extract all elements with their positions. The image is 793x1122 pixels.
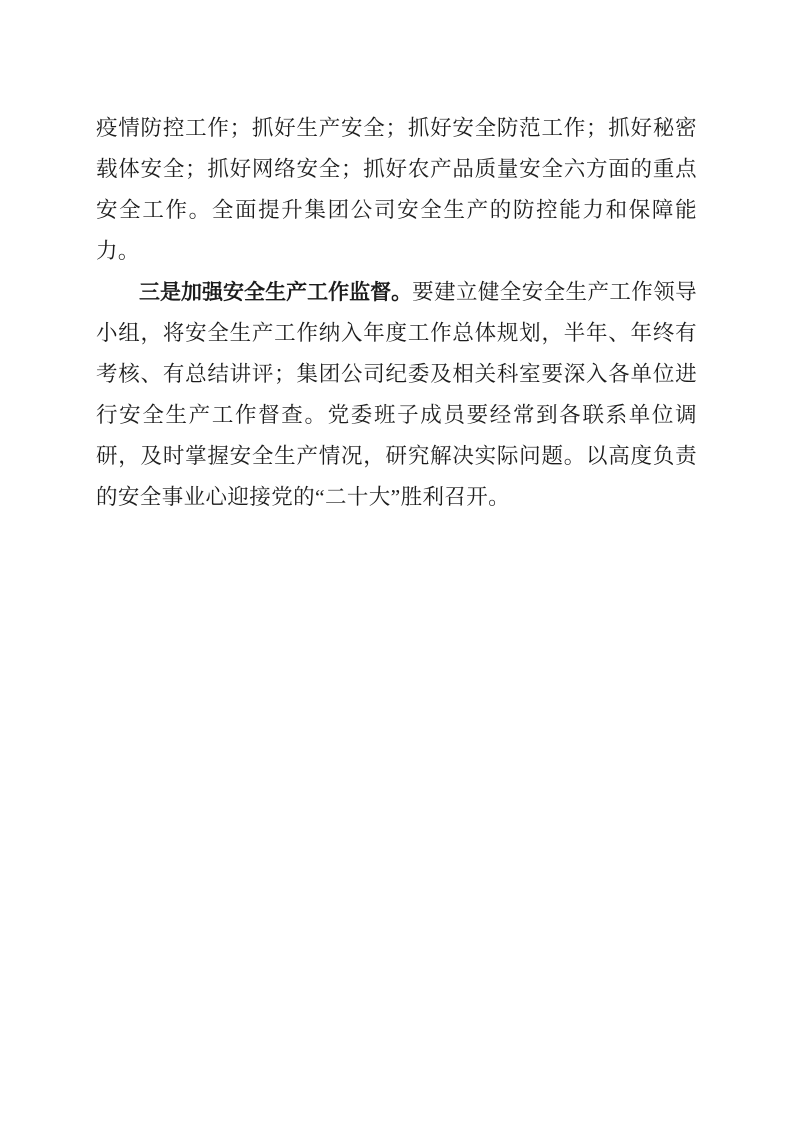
paragraph-2-text: 要建立健全安全生产工作领导小组，将安全生产工作纳入年度工作总体规划，半年、年终有考核、有总结讲评；集团公司纪委及相关科室要深入各单位进行安全生产工作督查。党委班子成员要经常到各联系单位调研，及时掌握安全生产情况，研究解决实际问题。以高度负责的安全事业心迎接党的“二十大”胜利召开。 [96,280,698,509]
paragraph-1-text: 疫情防控工作；抓好生产安全；抓好安全防范工作；抓好秘密载体安全；抓好网络安全；抓好农产品质量安全六方面的重点安全工作。全面提升集团公司安全生产的防控能力和保障能力。 [96,116,697,263]
paragraph-2-heading-lead: 三是加强安全生产工作监督。 [139,281,413,304]
document-body [96,108,697,518]
paragraph-1 [96,108,697,272]
paragraph-2 [96,272,697,518]
